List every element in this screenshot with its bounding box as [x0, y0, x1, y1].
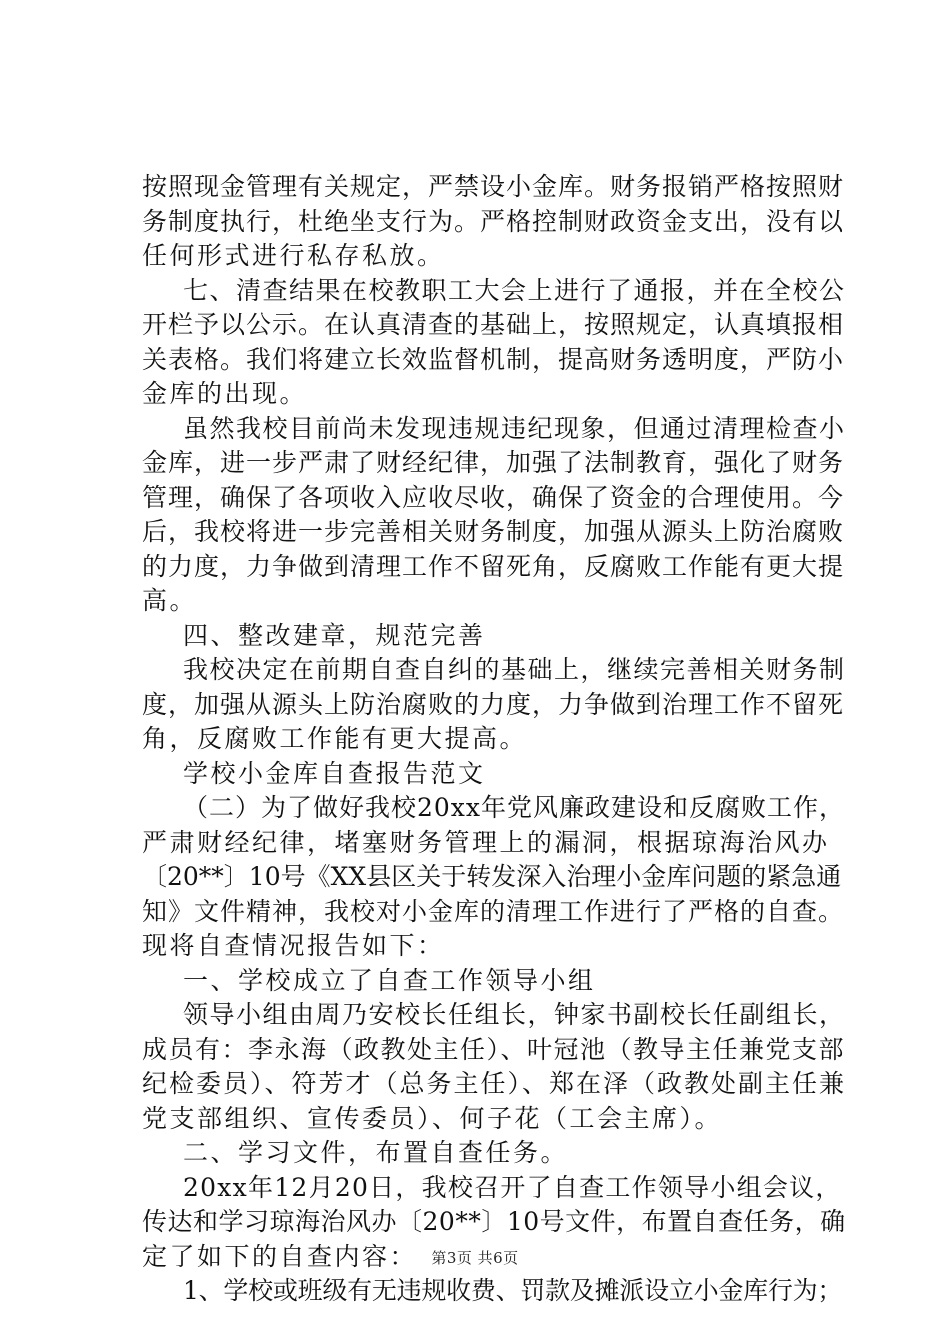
text-line: 角，反腐败工作能有更大提高。: [142, 724, 528, 753]
text-line: 领导小组由周乃安校长任组长，钟家书副校长任副组长，: [183, 1000, 846, 1029]
text-line: 1、学校或班级有无违规收费、罚款及摊派设立小金库行为；: [183, 1276, 843, 1305]
text-line: 严肃财经纪律，堵塞财务管理上的漏洞，根据琼海治风办: [142, 827, 830, 857]
text-line: 知》文件精神，我校对小金库的清理工作进行了严格的自查。: [142, 896, 845, 926]
text-line: 金库，进一步严肃了财经纪律，加强了法制教育，强化了财务: [142, 448, 845, 477]
text-line: 纪检委员）、符芳才（总务主任）、郑在泽（政教处副主任兼: [142, 1069, 847, 1098]
text-line: 虽然我校目前尚未发现违规违纪现象，但通过清理检查小: [183, 413, 846, 443]
text-line: 任何形式进行私存私放。: [142, 241, 445, 270]
text-line: （二）为了做好我校20xx年党风廉政建设和反腐败工作，: [183, 793, 846, 822]
text-line: 后，我校将进一步完善相关财务制度，加强从源头上防治腐败: [142, 517, 845, 546]
text-line: 开栏予以公示。在认真清查的基础上，按照规定，认真填报相: [142, 310, 845, 339]
document-body: [142, 170, 847, 1309]
text-line: 现将自查情况报告如下：: [142, 931, 445, 960]
text-line: 一、学校成立了自查工作领导小组: [183, 965, 596, 995]
text-line: 20xx年12月20日，我校召开了自查工作领导小组会议，: [183, 1172, 842, 1202]
text-line: 关表格。我们将建立长效监督机制，提高财务透明度，严防小: [142, 344, 845, 374]
text-line: 高。: [142, 586, 198, 615]
text-line: 〔20**〕10号《XX县区关于转发深入治理小金库问题的紧急通: [142, 862, 842, 891]
text-line: 定了如下的自查内容：: [142, 1241, 418, 1271]
text-line: 七、清查结果在校教职工大会上进行了通报，并在全校公: [183, 275, 846, 305]
text-line: 的力度，力争做到清理工作不留死角，反腐败工作能有更大提: [142, 551, 845, 581]
text-line: 管理，确保了各项收入应收尽收，确保了资金的合理使用。今: [142, 482, 845, 512]
text-line: 传达和学习琼海治风办〔20**〕10号文件，布置自查任务，确: [142, 1207, 846, 1236]
text-line: 金库的出现。: [142, 379, 308, 408]
text-line: 成员有：李永海（政教处主任）、叶冠池（教导主任兼党支部: [142, 1034, 846, 1064]
page-footer: 第3页 共6页: [431, 1249, 519, 1267]
text-line: 按照现金管理有关规定，严禁设小金库。财务报销严格按照财: [142, 172, 845, 201]
text-line: 二、学习文件，布置自查任务。: [183, 1138, 569, 1167]
text-line: 我校决定在前期自查自纠的基础上，继续完善相关财务制: [183, 655, 846, 684]
text-line: 度，加强从源头上防治腐败的力度，力争做到治理工作不留死: [142, 689, 845, 719]
text-line: 学校小金库自查报告范文: [183, 758, 486, 788]
text-line: 务制度执行，杜绝坐支行为。严格控制财政资金支出，没有以: [142, 206, 845, 236]
text-line: 四、整改建章，规范完善: [183, 620, 486, 650]
text-line: 党支部组织、宣传委员）、何子花（工会主席）。: [142, 1103, 723, 1133]
